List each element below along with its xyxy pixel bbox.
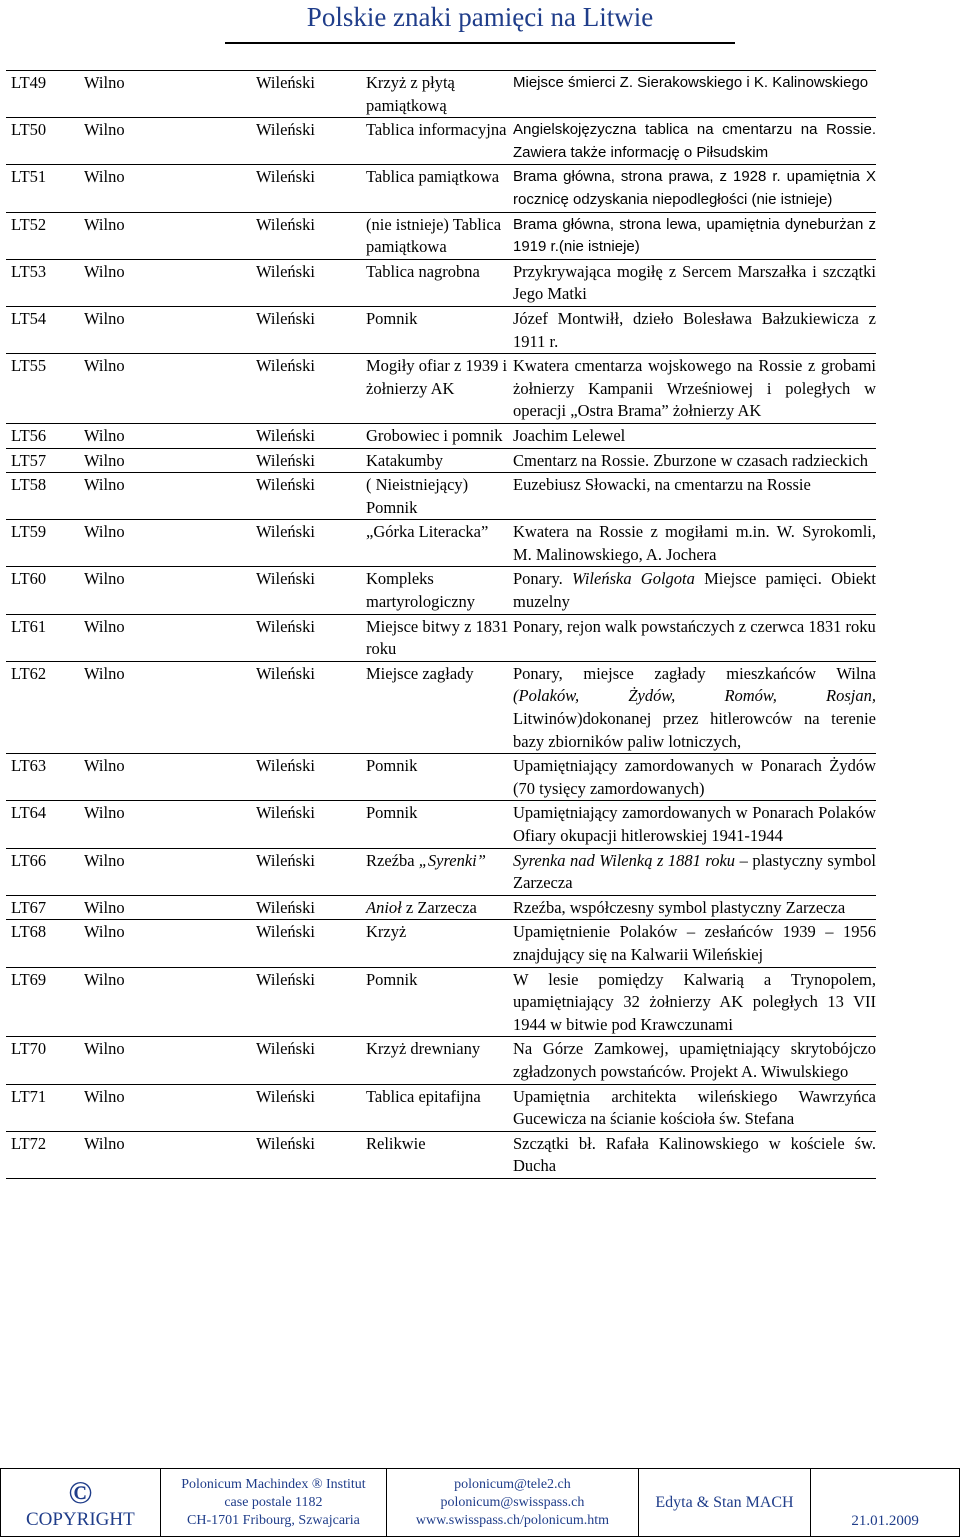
entry-district: Wileński <box>256 520 366 567</box>
entry-id: LT53 <box>6 259 84 306</box>
entry-id: LT58 <box>6 473 84 520</box>
table-row <box>6 661 876 753</box>
entry-description: Kwatera cmentarza wojskowego na Rossie z grobami żołnierzy Kampanii Wrześniowej i poległych w operacji „Ostra Brama” żołnierzy AK <box>513 354 876 424</box>
entry-city: Wilno <box>84 448 256 473</box>
entry-type: ( Nieistniejący) Pomnik <box>366 473 513 520</box>
table-row <box>6 1037 876 1084</box>
entry-type: Pomnik <box>366 306 513 353</box>
entry-district: Wileński <box>256 614 366 661</box>
table-row <box>6 473 876 520</box>
table-row <box>6 754 876 801</box>
entry-id: LT59 <box>6 520 84 567</box>
entry-district: Wileński <box>256 967 366 1037</box>
entry-city: Wilno <box>84 614 256 661</box>
entry-district: Wileński <box>256 118 366 165</box>
entry-city: Wilno <box>84 967 256 1037</box>
copyright-icon: © <box>68 1473 93 1510</box>
institute-city: CH-1701 Fribourg, Szwajcaria <box>187 1512 360 1528</box>
table-row <box>6 71 876 118</box>
entry-id: LT70 <box>6 1037 84 1084</box>
entry-id: LT69 <box>6 967 84 1037</box>
table-row <box>6 567 876 614</box>
table-row <box>6 1084 876 1131</box>
institute-postbox: case postale 1182 <box>224 1494 323 1510</box>
copyright-cell <box>1 1469 161 1536</box>
table-row <box>6 1131 876 1178</box>
entry-description-part: Wileńska Golgota <box>572 569 695 589</box>
entry-description <box>513 661 876 753</box>
entry-city: Wilno <box>84 212 256 259</box>
entry-description-part: (Polaków, Żydów, Romów, Rosjan, <box>513 686 876 706</box>
entry-district: Wileński <box>256 754 366 801</box>
entry-district: Wileński <box>256 165 366 212</box>
entry-id: LT61 <box>6 614 84 661</box>
title-underline <box>225 42 735 44</box>
entry-description-part: – plastyczny symbol Zarzecza <box>513 850 877 893</box>
entry-city: Wilno <box>84 71 256 118</box>
entry-type: Krzyż z płytą pamiątkową <box>366 71 513 118</box>
institute-address-cell <box>161 1469 388 1536</box>
entry-district: Wileński <box>256 473 366 520</box>
entry-description-part: Ponary. <box>513 569 573 589</box>
entry-description <box>513 848 876 895</box>
entry-id: LT72 <box>6 1131 84 1178</box>
entry-type: Tablica informacyjna <box>366 118 513 165</box>
entry-city: Wilno <box>84 306 256 353</box>
page-title: Polskie znaki pamięci na Litwie <box>306 2 654 32</box>
entry-type: Miejsce bitwy z 1831 roku <box>366 614 513 661</box>
entry-id: LT50 <box>6 118 84 165</box>
entry-type: Miejsce zagłady <box>366 661 513 753</box>
entry-description: Upamiętniający zamordowanych w Ponarach Polaków Ofiary okupacji hitlerowskiej 1941-1944 <box>513 801 876 848</box>
entry-description: Przykrywająca mogiłę z Sercem Marszałka i szczątki Jego Matki <box>513 259 876 306</box>
entry-id: LT51 <box>6 165 84 212</box>
entry-id: LT68 <box>6 920 84 967</box>
entry-description: Miejsce śmierci Z. Sierakowskiego i K. Kalinowskiego <box>513 71 876 118</box>
entry-type: Kompleks martyrologiczny <box>366 567 513 614</box>
entry-district: Wileński <box>256 848 366 895</box>
entry-city: Wilno <box>84 354 256 424</box>
entry-city: Wilno <box>84 259 256 306</box>
entry-district: Wileński <box>256 801 366 848</box>
table-row <box>6 448 876 473</box>
entry-city: Wilno <box>84 920 256 967</box>
entry-type: „Górka Literacka” <box>366 520 513 567</box>
entry-id: LT63 <box>6 754 84 801</box>
entry-description: W lesie pomiędzy Kalwarią a Trynopolem, upamiętniający 32 żołnierzy AK poległych 13 VII 1944 w bitwie pod Krawczunami <box>513 967 876 1037</box>
email-link-1[interactable]: polonicum@tele2.ch <box>454 1476 571 1492</box>
memorial-register-table <box>6 70 876 1179</box>
entry-id: LT67 <box>6 895 84 920</box>
footer <box>0 1468 960 1537</box>
entry-description-part: Miejsce pamięci. Obiekt muzelny <box>513 569 876 612</box>
entry-city: Wilno <box>84 423 256 448</box>
entry-type: Tablica nagrobna <box>366 259 513 306</box>
entry-type: Tablica pamiątkowa <box>366 165 513 212</box>
entry-description-part: Litwinów)dokonanej przez hitlerowców na terenie bazy zbiorników paliw lotniczych, <box>513 709 876 751</box>
entry-city: Wilno <box>84 567 256 614</box>
entry-city: Wilno <box>84 754 256 801</box>
entry-type-part: Rzeźba <box>366 850 419 870</box>
entry-description: Angielskojęzyczna tablica na cmentarzu na Rossie. Zawiera także informację o Piłsudskim <box>513 118 876 165</box>
table-row <box>6 259 876 306</box>
table-row <box>6 212 876 259</box>
table-row <box>6 801 876 848</box>
entry-district: Wileński <box>256 423 366 448</box>
entry-city: Wilno <box>84 1131 256 1178</box>
entry-id: LT62 <box>6 661 84 753</box>
entry-district: Wileński <box>256 259 366 306</box>
table-row <box>6 614 876 661</box>
entry-description: Ponary, rejon walk powstańczych z czerwca 1831 roku <box>513 614 876 661</box>
entry-id: LT57 <box>6 448 84 473</box>
entry-type: Katakumby <box>366 448 513 473</box>
entry-city: Wilno <box>84 801 256 848</box>
table-row <box>6 920 876 967</box>
entry-type: Tablica epitafijna <box>366 1084 513 1131</box>
entry-description-part: Ponary, miejsce zagłady mieszkańców Wilna <box>513 663 876 683</box>
entry-id: LT54 <box>6 306 84 353</box>
table-row <box>6 520 876 567</box>
table-row <box>6 306 876 353</box>
entry-district: Wileński <box>256 895 366 920</box>
entry-type: (nie istnieje) Tablica pamiątkowa <box>366 212 513 259</box>
entry-id: LT52 <box>6 212 84 259</box>
table-row <box>6 848 876 895</box>
entry-id: LT49 <box>6 71 84 118</box>
authors-cell <box>639 1469 812 1536</box>
institute-name: Polonicum Machindex ® Institut <box>181 1476 366 1492</box>
entry-city: Wilno <box>84 520 256 567</box>
entry-description <box>513 567 876 614</box>
website-link[interactable]: www.swisspass.ch/polonicum.htm <box>415 1512 610 1528</box>
entry-type: Mogiły ofiar z 1939 i żołnierzy AK <box>366 354 513 424</box>
entry-type-part: „Syrenki” <box>418 850 486 870</box>
entry-id: LT66 <box>6 848 84 895</box>
entry-description: Brama główna, strona lewa, upamiętnia dyneburżan z 1919 r.(nie istnieje) <box>513 212 876 259</box>
entry-description: Upamiętnia architekta wileńskiego Wawrzyńca Gucewicza na ścianie kościoła św. Stefana <box>513 1084 876 1131</box>
entry-description: Kwatera na Rossie z mogiłami m.in. W. Syrokomli, M. Malinowskiego, A. Jochera <box>513 520 876 567</box>
entry-id: LT56 <box>6 423 84 448</box>
entry-type-part: Anioł <box>366 897 402 917</box>
table-row <box>6 423 876 448</box>
entry-district: Wileński <box>256 1084 366 1131</box>
entry-type: Krzyż drewniany <box>366 1037 513 1084</box>
entry-type: Pomnik <box>366 801 513 848</box>
entry-city: Wilno <box>84 1084 256 1131</box>
entry-type <box>366 895 513 920</box>
date-cell <box>811 1469 959 1536</box>
entry-description: Upamiętniający zamordowanych w Ponarach Żydów (70 tysięcy zamordowanych) <box>513 754 876 801</box>
publication-date: 21.01.2009 <box>851 1513 919 1529</box>
table-body <box>6 71 876 1179</box>
entry-district: Wileński <box>256 1037 366 1084</box>
entry-type <box>366 848 513 895</box>
entry-type: Grobowiec i pomnik <box>366 423 513 448</box>
entry-description-part: Syrenka nad Wilenką z 1881 roku <box>513 850 736 870</box>
table-row <box>6 895 876 920</box>
entry-description: Na Górze Zamkowej, upamiętniający skrytobójczo zgładzonych powstańców. Projekt A. Wiwulskiego <box>513 1037 876 1084</box>
entry-district: Wileński <box>256 212 366 259</box>
entry-city: Wilno <box>84 473 256 520</box>
email-link-2[interactable]: polonicum@swisspass.ch <box>440 1494 585 1510</box>
entry-city: Wilno <box>84 1037 256 1084</box>
entry-district: Wileński <box>256 920 366 967</box>
entry-type-part: z Zarzecza <box>401 897 477 917</box>
entry-description: Cmentarz na Rossie. Zburzone w czasach radzieckich <box>513 448 876 473</box>
entry-type: Pomnik <box>366 967 513 1037</box>
entry-district: Wileński <box>256 306 366 353</box>
entry-description: Euzebiusz Słowacki, na cmentarzu na Rossie <box>513 473 876 520</box>
entry-description: Rzeźba, współczesny symbol plastyczny Zarzecza <box>513 895 876 920</box>
entry-description: Brama główna, strona prawa, z 1928 r. upamiętnia X rocznicę odzyskania niepodległości (nie istnieje) <box>513 165 876 212</box>
entry-id: LT55 <box>6 354 84 424</box>
entry-description: Szczątki bł. Rafała Kalinowskiego w kościele św. Ducha <box>513 1131 876 1178</box>
entry-district: Wileński <box>256 448 366 473</box>
entry-district: Wileński <box>256 71 366 118</box>
entry-district: Wileński <box>256 661 366 753</box>
entry-city: Wilno <box>84 895 256 920</box>
entry-type: Krzyż <box>366 920 513 967</box>
entry-id: LT64 <box>6 801 84 848</box>
table-row <box>6 354 876 424</box>
entry-city: Wilno <box>84 848 256 895</box>
entry-district: Wileński <box>256 1131 366 1178</box>
table-row <box>6 118 876 165</box>
entry-description: Józef Montwiłł, dzieło Bolesława Bałzukiewicza z 1911 r. <box>513 306 876 353</box>
table-row <box>6 967 876 1037</box>
entry-city: Wilno <box>84 661 256 753</box>
entry-city: Wilno <box>84 118 256 165</box>
contact-cell <box>387 1469 638 1536</box>
entry-city: Wilno <box>84 165 256 212</box>
entry-type: Pomnik <box>366 754 513 801</box>
entry-id: LT71 <box>6 1084 84 1131</box>
copyright-label: COPYRIGHT <box>25 1508 135 1530</box>
entry-district: Wileński <box>256 567 366 614</box>
entry-description: Joachim Lelewel <box>513 423 876 448</box>
entry-id: LT60 <box>6 567 84 614</box>
entry-description: Upamiętnienie Polaków – zesłańców 1939 – 1956 znajdujący się na Kalwarii Wileńskiej <box>513 920 876 967</box>
table-row <box>6 165 876 212</box>
authors-name: Edyta & Stan MACH <box>655 1493 794 1511</box>
entry-district: Wileński <box>256 354 366 424</box>
entry-type: Relikwie <box>366 1131 513 1178</box>
